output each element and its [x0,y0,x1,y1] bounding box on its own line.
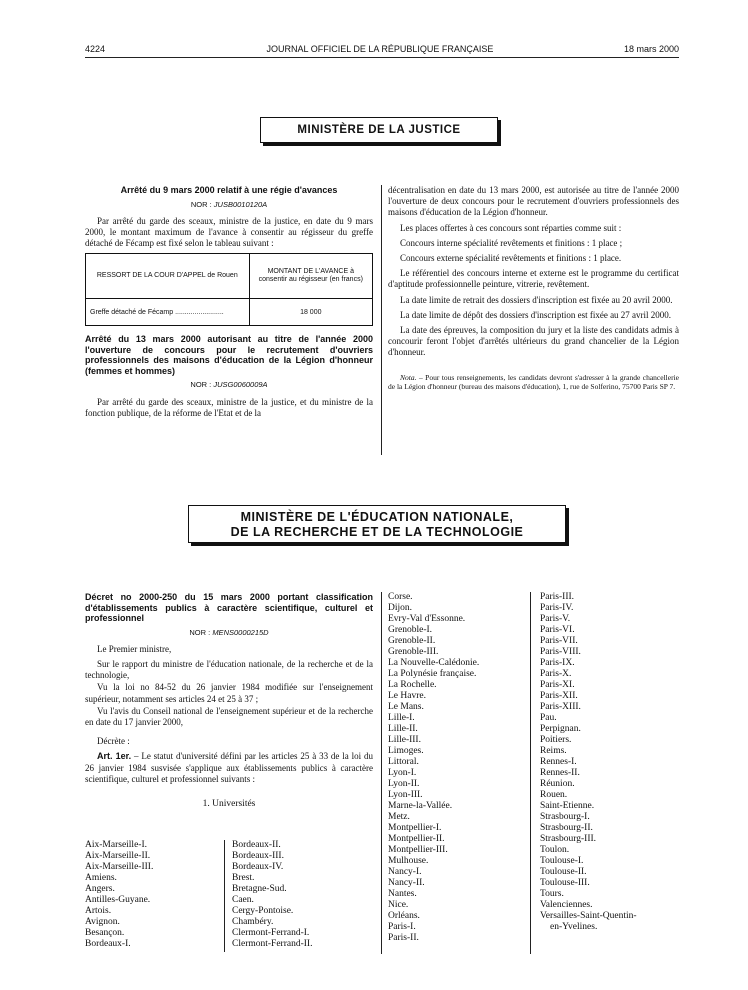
university-item: Cergy-Pontoise. [232,906,294,916]
justice-column-divider [381,185,382,455]
university-item: Paris-XII. [540,691,578,701]
university-list-col2 [232,840,312,950]
university-item: Paris-VIII. [540,647,581,657]
arrete2-epreuves: La date des épreuves, la composition du jury et la liste des candidats admis à concourir feront l'objet d'arrêtés ultérieurs du grand chancelier de la Légion d'honneur. [388,325,679,358]
university-item: Lille-II. [388,724,418,734]
nota-text: – Pour tous renseignements, les candidats devront s'adresser à la grande chancellerie de la Légion d'honneur (bureau des maisons d'éducation), 1, rue de Solferino, 75700 Paris SP 7. [388,372,679,392]
university-item: Poitiers. [540,735,572,745]
justice-left-column [85,185,373,423]
justice-right-column [388,185,679,396]
university-item: Lille-I. [388,713,415,723]
university-item: La Polynésie française. [388,669,477,679]
university-item: Montpellier-I. [388,823,442,833]
university-item: Paris-IX. [540,658,575,668]
university-item: Aix-Marseille-II. [85,851,151,861]
arrete2-nor: NOR : JUSG0060009A [190,380,268,390]
university-item: Toulouse-III. [540,878,590,888]
university-item: Antilles-Guyane. [85,895,151,905]
arrete2-body-cont: décentralisation en date du 13 mars 2000, est autorisée au titre de l'année 2000 l'ouverture de deux concours pour le recrutement d'ouvriers professionnels des maisons d'éducation de la Légion d'honneur. [388,185,679,218]
university-item: Grenoble-III. [388,647,439,657]
university-item: Le Mans. [388,702,424,712]
ministry-education-line1: MINISTÈRE DE L'ÉDUCATION NATIONALE, [240,510,514,524]
university-item: Brest. [232,873,255,883]
university-item: Perpignan. [540,724,581,734]
university-item: Clermont-Ferrand-II. [232,939,313,949]
decret-title: Décret no 2000-250 du 15 mars 2000 portant classification d'établissements publics à caractère scientifique, culturel et professionnel [85,592,373,623]
decret-article-1 [85,751,373,785]
university-item: Toulouse-I. [540,856,584,866]
university-item: Evry-Val d'Essonne. [388,614,466,624]
university-item: Dijon. [388,603,413,613]
ministry-justice-heading: MINISTÈRE DE LA JUSTICE [260,117,498,143]
university-item: Saint-Etienne. [540,801,595,811]
university-item: Paris-VI. [540,625,575,635]
arrete2-nota [388,373,679,392]
university-item: Paris-III. [540,592,575,602]
university-item: La Nouvelle-Calédonie. [388,658,480,668]
decret-nor-code: MENS0000215D [212,627,269,637]
university-item: Limoges. [388,746,424,756]
decret-column-divider [381,592,382,954]
university-item: Grenoble-I. [388,625,433,635]
university-item: Paris-XI. [540,680,575,690]
university-item: Bordeaux-I. [85,939,131,949]
section-universites: 1. Universités [202,798,256,809]
university-item: Strasbourg-III. [540,834,597,844]
table-header-ressort: RESSORT DE LA COUR D'APPEL de Rouen [86,254,250,299]
list-divider-3 [530,592,531,954]
university-item: Montpellier-III. [388,845,448,855]
university-item: Chambéry. [232,917,274,927]
page-number: 4224 [85,44,106,54]
university-item: Lyon-I. [388,768,417,778]
nota-label: Nota. [400,372,417,382]
university-item: Pau. [540,713,557,723]
table-header-montant: MONTANT DE L'AVANCE à consentir au régisseur (en francs) [249,254,372,299]
arrete1-nor-code: JUSB0010120A [213,199,268,209]
university-item: Bordeaux-II. [232,840,281,850]
decret-rapport: Sur le rapport du ministre de l'éducation nationale, de la recherche et de la technologie, [85,658,373,681]
decret-column [85,592,373,814]
university-item: Rouen. [540,790,568,800]
article-text: – Le statut d'université défini par les articles 25 à 33 de la loi du 26 janvier 1984 susvisée s'applique aux établissements publics à caractère scientifique, culturel et professionnel suivants : [85,751,373,784]
university-item: Reims. [540,746,567,756]
university-item: Nantes. [388,889,417,899]
university-item: Rennes-II. [540,768,580,778]
advance-table [85,253,373,326]
arrete2-depot: La date limite de dépôt des dossiers d'inscription est fixée au 27 avril 2000. [400,309,672,320]
university-item: Versailles-Saint-Quentin- [540,911,637,921]
university-item: Paris-I. [388,922,416,932]
decret-nor: NOR : MENS0000215D [189,627,269,637]
university-item: Besançon. [85,928,125,938]
university-item: Amiens. [85,873,117,883]
university-item: Nice. [388,900,409,910]
university-item: Corse. [388,592,413,602]
university-list-col3 [388,592,479,944]
arrete1-nor: NOR : JUSB0010120A [190,199,268,209]
list-divider-1 [224,840,225,952]
university-item: Lyon-II. [388,779,420,789]
university-item: Nancy-II. [388,878,425,888]
university-item: Paris-IV. [540,603,574,613]
university-item: Valenciennes. [540,900,593,910]
university-item: Aix-Marseille-I. [85,840,147,850]
university-item: Paris-VII. [540,636,578,646]
university-item: Caen. [232,895,254,905]
university-item: Littoral. [388,757,419,767]
table-cell-amount: 18 000 [249,299,372,326]
arrete2-concours-externe: Concours externe spécialité revêtements et finitions : 1 place. [400,253,622,264]
decret-vu-loi: Vu la loi no 84-52 du 26 janvier 1984 modifiée sur l'enseignement supérieur, notamment ses articles 24 et 25 à 37 ; [85,682,373,704]
arrete2-concours-interne: Concours interne spécialité revêtements et finitions : 1 place ; [400,237,623,248]
header-rule [85,57,679,58]
university-item: Toulouse-II. [540,867,587,877]
decret-decrete: Décrète : [97,736,130,747]
university-item: Bordeaux-IV. [232,862,284,872]
university-item: Paris-V. [540,614,571,624]
university-item: Strasbourg-I. [540,812,590,822]
arrete2-places: Les places offertes à ces concours sont réparties comme suit : [400,222,622,233]
arrete1-title: Arrêté du 9 mars 2000 relatif à une régie d'avances [120,185,338,195]
university-item: Nancy-I. [388,867,422,877]
decret-vu-avis: Vu l'avis du Conseil national de l'enseignement supérieur et de la recherche en date du 17 janvier 2000, [85,705,373,727]
university-item: Rennes-I. [540,757,577,767]
university-item: Strasbourg-II. [540,823,593,833]
university-item: Paris-XIII. [540,702,581,712]
arrete2-referentiel: Le référentiel des concours interne et externe est le programme du certificat d'aptitude professionnelle peinture, vitrerie, revêtement. [388,268,679,290]
ministry-education-heading [188,505,566,543]
table-cell-greffe: Greffe détaché de Fécamp ......................... [86,299,250,326]
university-item: Lille-III. [388,735,421,745]
university-item: Bordeaux-III. [232,851,284,861]
university-item: Paris-II. [388,933,419,943]
university-item: Montpellier-II. [388,834,445,844]
university-item: Metz. [388,812,410,822]
university-item: Bretagne-Sud. [232,884,287,894]
arrete2-nor-code: JUSG0060009A [213,380,268,390]
arrete2-body-start: Par arrêté du garde des sceaux, ministre de la justice, et du ministre de la fonction publique, de la réforme de l'Etat et de la [85,396,373,418]
arrete1-body: Par arrêté du garde des sceaux, ministre de la justice, en date du 9 mars 2000, le montant maximum de l'avance à consentir au régisseur du greffe détaché de Fécamp est fixé selon le tableau suivant : [85,215,373,249]
article-label: Art. 1er. [97,751,132,762]
university-item: Mulhouse. [388,856,429,866]
ministry-education-line2: DE LA RECHERCHE ET DE LA TECHNOLOGIE [230,525,524,539]
university-list-col4 [540,592,637,933]
journal-title: JOURNAL OFFICIEL DE LA RÉPUBLIQUE FRANÇAISE [266,44,494,54]
university-list-col1 [85,840,153,950]
university-item: Toulon. [540,845,570,855]
university-item: Orléans. [388,911,420,921]
university-item: Lyon-III. [388,790,423,800]
arrete2-title: Arrêté du 13 mars 2000 autorisant au titre de l'année 2000 l'ouverture de concours pour le recrutement d'ouvriers professionnels des maisons d'éducation de la Légion d'honneur (femmes et hommes) [85,334,373,376]
university-item: Clermont-Ferrand-I. [232,928,310,938]
university-item: La Rochelle. [388,680,437,690]
university-item: Le Havre. [388,691,426,701]
decret-premier-ministre: Le Premier ministre, [97,643,172,654]
university-item: Avignon. [85,917,120,927]
university-item: Grenoble-II. [388,636,436,646]
university-item: Aix-Marseille-III. [85,862,154,872]
university-item: Tours. [540,889,564,899]
university-item: Angers. [85,884,115,894]
university-item: Marne-la-Vallée. [388,801,453,811]
university-item: Paris-X. [540,669,572,679]
issue-date: 18 mars 2000 [623,44,679,54]
university-item: Artois. [85,906,112,916]
university-item: Réunion. [540,779,575,789]
arrete2-retrait: La date limite de retrait des dossiers d'inscription est fixée au 20 avril 2000. [400,294,673,305]
university-item: en-Yvelines. [550,922,598,932]
